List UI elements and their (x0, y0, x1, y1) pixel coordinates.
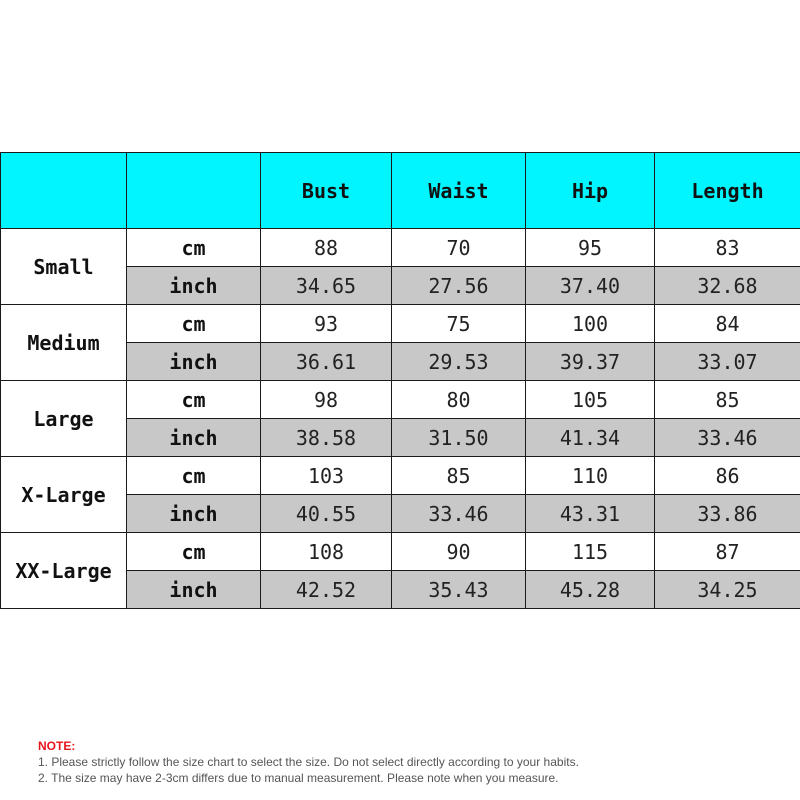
size-chart-table (0, 152, 800, 609)
header-row (1, 153, 800, 229)
note-line-2: 2. The size may have 2-3cm differs due to manual measurement. Please note when you measure. (38, 771, 559, 785)
size-row-cm (1, 533, 800, 571)
header-waist: Waist (392, 153, 526, 229)
size-name-cell: Medium (1, 305, 127, 381)
hip-cm-value: 115 (526, 533, 655, 571)
unit-inch-cell: inch (127, 343, 261, 381)
length-cm-value: 87 (655, 533, 800, 571)
length-inch-value: 32.68 (655, 267, 800, 305)
note-title: NOTE: (38, 739, 76, 753)
bust-inch-value: 42.52 (261, 571, 392, 609)
hip-cm-value: 95 (526, 229, 655, 267)
header-length: Length (655, 153, 800, 229)
hip-inch-value: 39.37 (526, 343, 655, 381)
unit-inch-cell: inch (127, 267, 261, 305)
waist-inch-value: 31.50 (392, 419, 526, 457)
waist-cm-value: 75 (392, 305, 526, 343)
length-cm-value: 83 (655, 229, 800, 267)
bust-cm-value: 98 (261, 381, 392, 419)
unit-cm-cell: cm (127, 229, 261, 267)
size-name-cell: X-Large (1, 457, 127, 533)
hip-inch-value: 43.31 (526, 495, 655, 533)
unit-cm-cell: cm (127, 457, 261, 495)
size-name-cell: XX-Large (1, 533, 127, 609)
waist-inch-value: 33.46 (392, 495, 526, 533)
bust-cm-value: 93 (261, 305, 392, 343)
unit-cm-cell: cm (127, 381, 261, 419)
waist-inch-value: 35.43 (392, 571, 526, 609)
bust-inch-value: 34.65 (261, 267, 392, 305)
size-name-cell: Large (1, 381, 127, 457)
header-cell-unit (127, 153, 261, 229)
waist-cm-value: 85 (392, 457, 526, 495)
bust-inch-value: 40.55 (261, 495, 392, 533)
length-cm-value: 86 (655, 457, 800, 495)
header-cell-empty (1, 153, 127, 229)
hip-inch-value: 45.28 (526, 571, 655, 609)
size-name-cell: Small (1, 229, 127, 305)
size-row-cm (1, 381, 800, 419)
length-cm-value: 84 (655, 305, 800, 343)
length-cm-value: 85 (655, 381, 800, 419)
unit-inch-cell: inch (127, 571, 261, 609)
size-row-cm (1, 229, 800, 267)
waist-cm-value: 70 (392, 229, 526, 267)
header-hip: Hip (526, 153, 655, 229)
bust-cm-value: 108 (261, 533, 392, 571)
notes-section (38, 738, 579, 786)
waist-inch-value: 27.56 (392, 267, 526, 305)
length-inch-value: 33.86 (655, 495, 800, 533)
header-bust: Bust (261, 153, 392, 229)
waist-inch-value: 29.53 (392, 343, 526, 381)
hip-cm-value: 100 (526, 305, 655, 343)
size-row-cm (1, 305, 800, 343)
waist-cm-value: 90 (392, 533, 526, 571)
note-line-1: 1. Please strictly follow the size chart to select the size. Do not select directly according to your habits. (38, 755, 579, 769)
hip-inch-value: 37.40 (526, 267, 655, 305)
hip-cm-value: 105 (526, 381, 655, 419)
unit-cm-cell: cm (127, 533, 261, 571)
length-inch-value: 34.25 (655, 571, 800, 609)
bust-cm-value: 88 (261, 229, 392, 267)
length-inch-value: 33.07 (655, 343, 800, 381)
bust-cm-value: 103 (261, 457, 392, 495)
hip-inch-value: 41.34 (526, 419, 655, 457)
unit-inch-cell: inch (127, 495, 261, 533)
hip-cm-value: 110 (526, 457, 655, 495)
waist-cm-value: 80 (392, 381, 526, 419)
bust-inch-value: 38.58 (261, 419, 392, 457)
bust-inch-value: 36.61 (261, 343, 392, 381)
unit-inch-cell: inch (127, 419, 261, 457)
unit-cm-cell: cm (127, 305, 261, 343)
length-inch-value: 33.46 (655, 419, 800, 457)
size-row-cm (1, 457, 800, 495)
